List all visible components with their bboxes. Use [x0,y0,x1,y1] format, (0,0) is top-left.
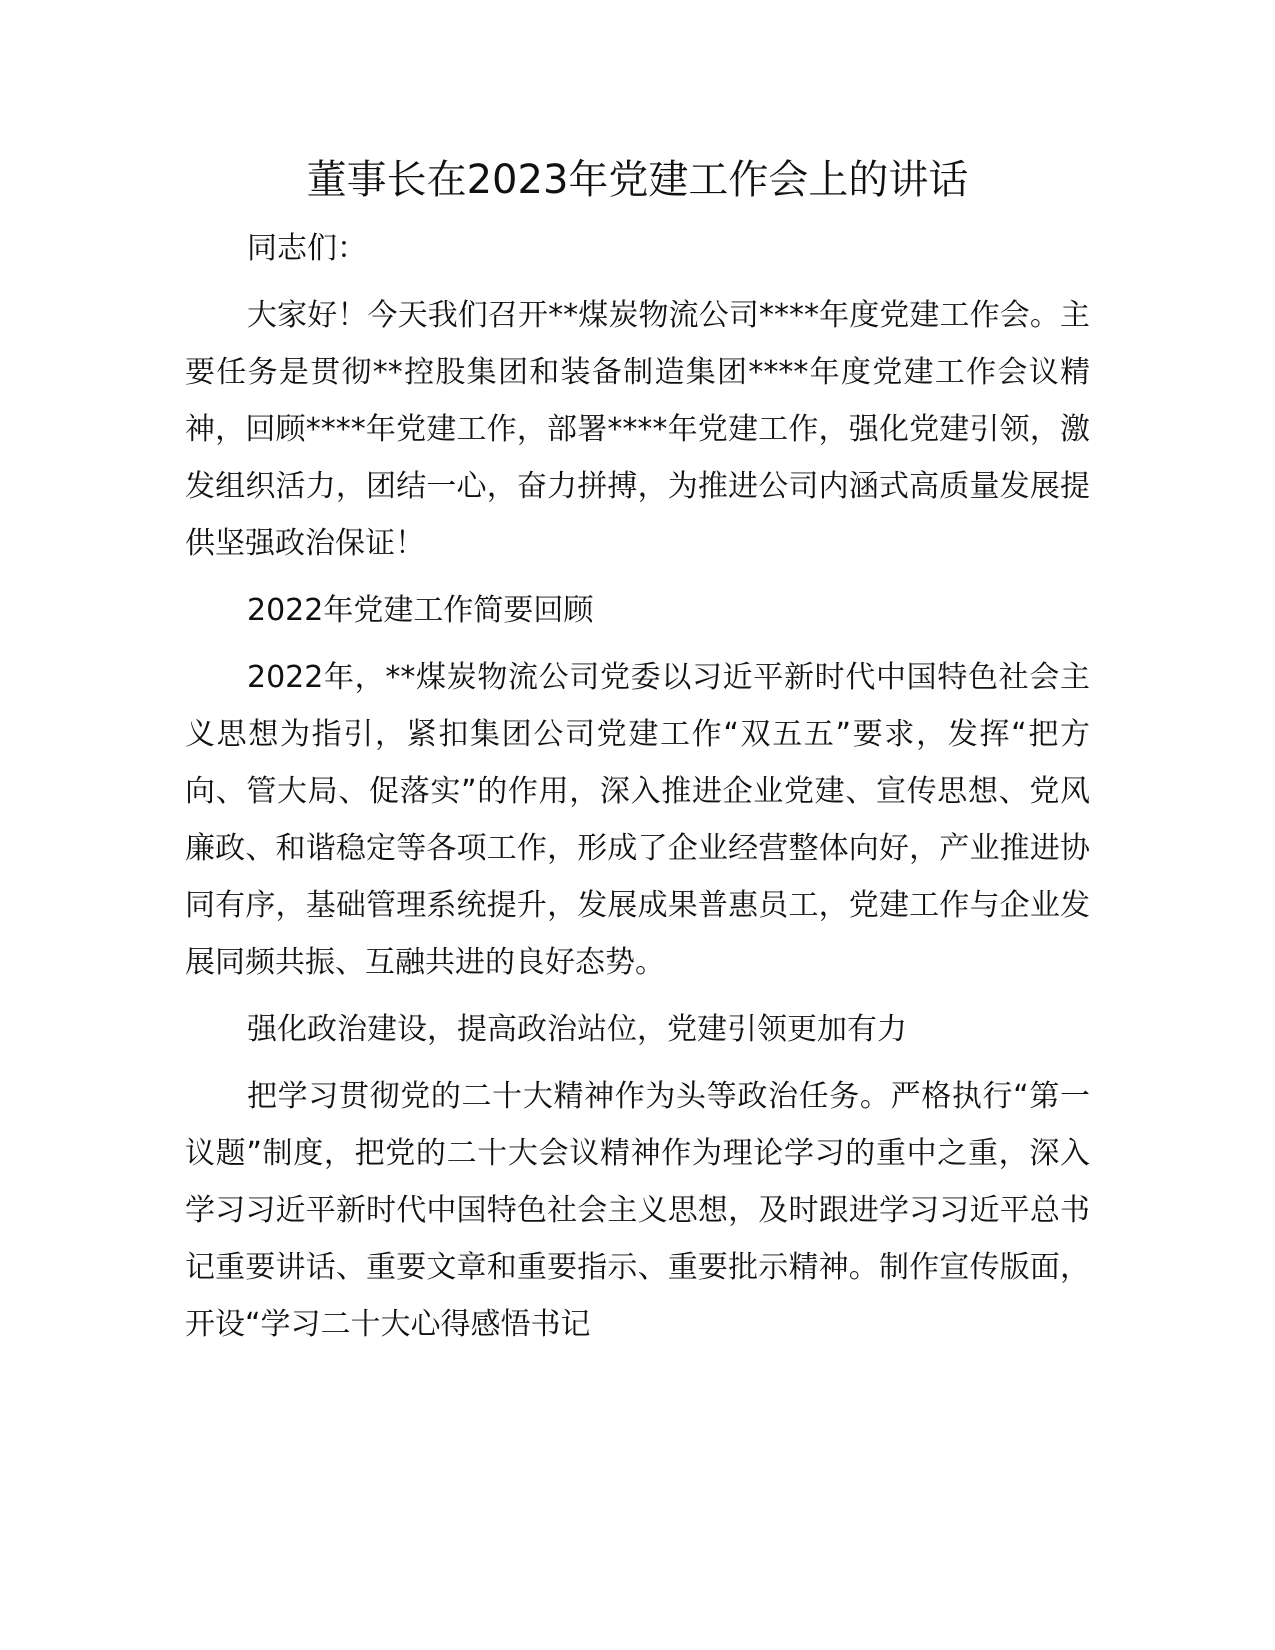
paragraph-opening: 大家好！今天我们召开**煤炭物流公司****年度党建工作会。主要任务是贯彻**控股集团和装备制造集团****年度党建工作会议精神，回顾****年党建工作，部署****年党建工作，强化党建引领，激发组织活力，团结一心，奋力拼搏，为推进公司内涵式高质量发展提供坚强政治保证！ [185,298,1090,561]
document-title: 董事长在2023年党建工作会上的讲话 [306,157,969,203]
document-page [185,150,1090,1363]
section-heading-review: 2022年党建工作简要回顾 [247,593,594,628]
section-heading-political: 强化政治建设，提高政治站位，党建引领更加有力 [247,1012,907,1047]
salutation: 同志们： [247,231,367,266]
paragraph-political: 把学习贯彻党的二十大精神作为头等政治任务。严格执行“第一议题”制度，把党的二十大会议精神作为理论学习的重中之重，深入学习习近平新时代中国特色社会主义思想，及时跟进学习习近平总书记重要讲话、重要文章和重要指示、重要批示精神。制作宣传版面，开设“学习二十大心得感悟书记 [185,1079,1090,1342]
paragraph-review: 2022年，**煤炭物流公司党委以习近平新时代中国特色社会主义思想为指引，紧扣集团公司党建工作“双五五”要求，发挥“把方向、管大局、促落实”的作用，深入推进企业党建、宣传思想、党风廉政、和谐稳定等各项工作，形成了企业经营整体向好，产业推进协同有序，基础管理系统提升，发展成果普惠员工，党建工作与企业发展同频共振、互融共进的良好态势。 [185,660,1090,980]
